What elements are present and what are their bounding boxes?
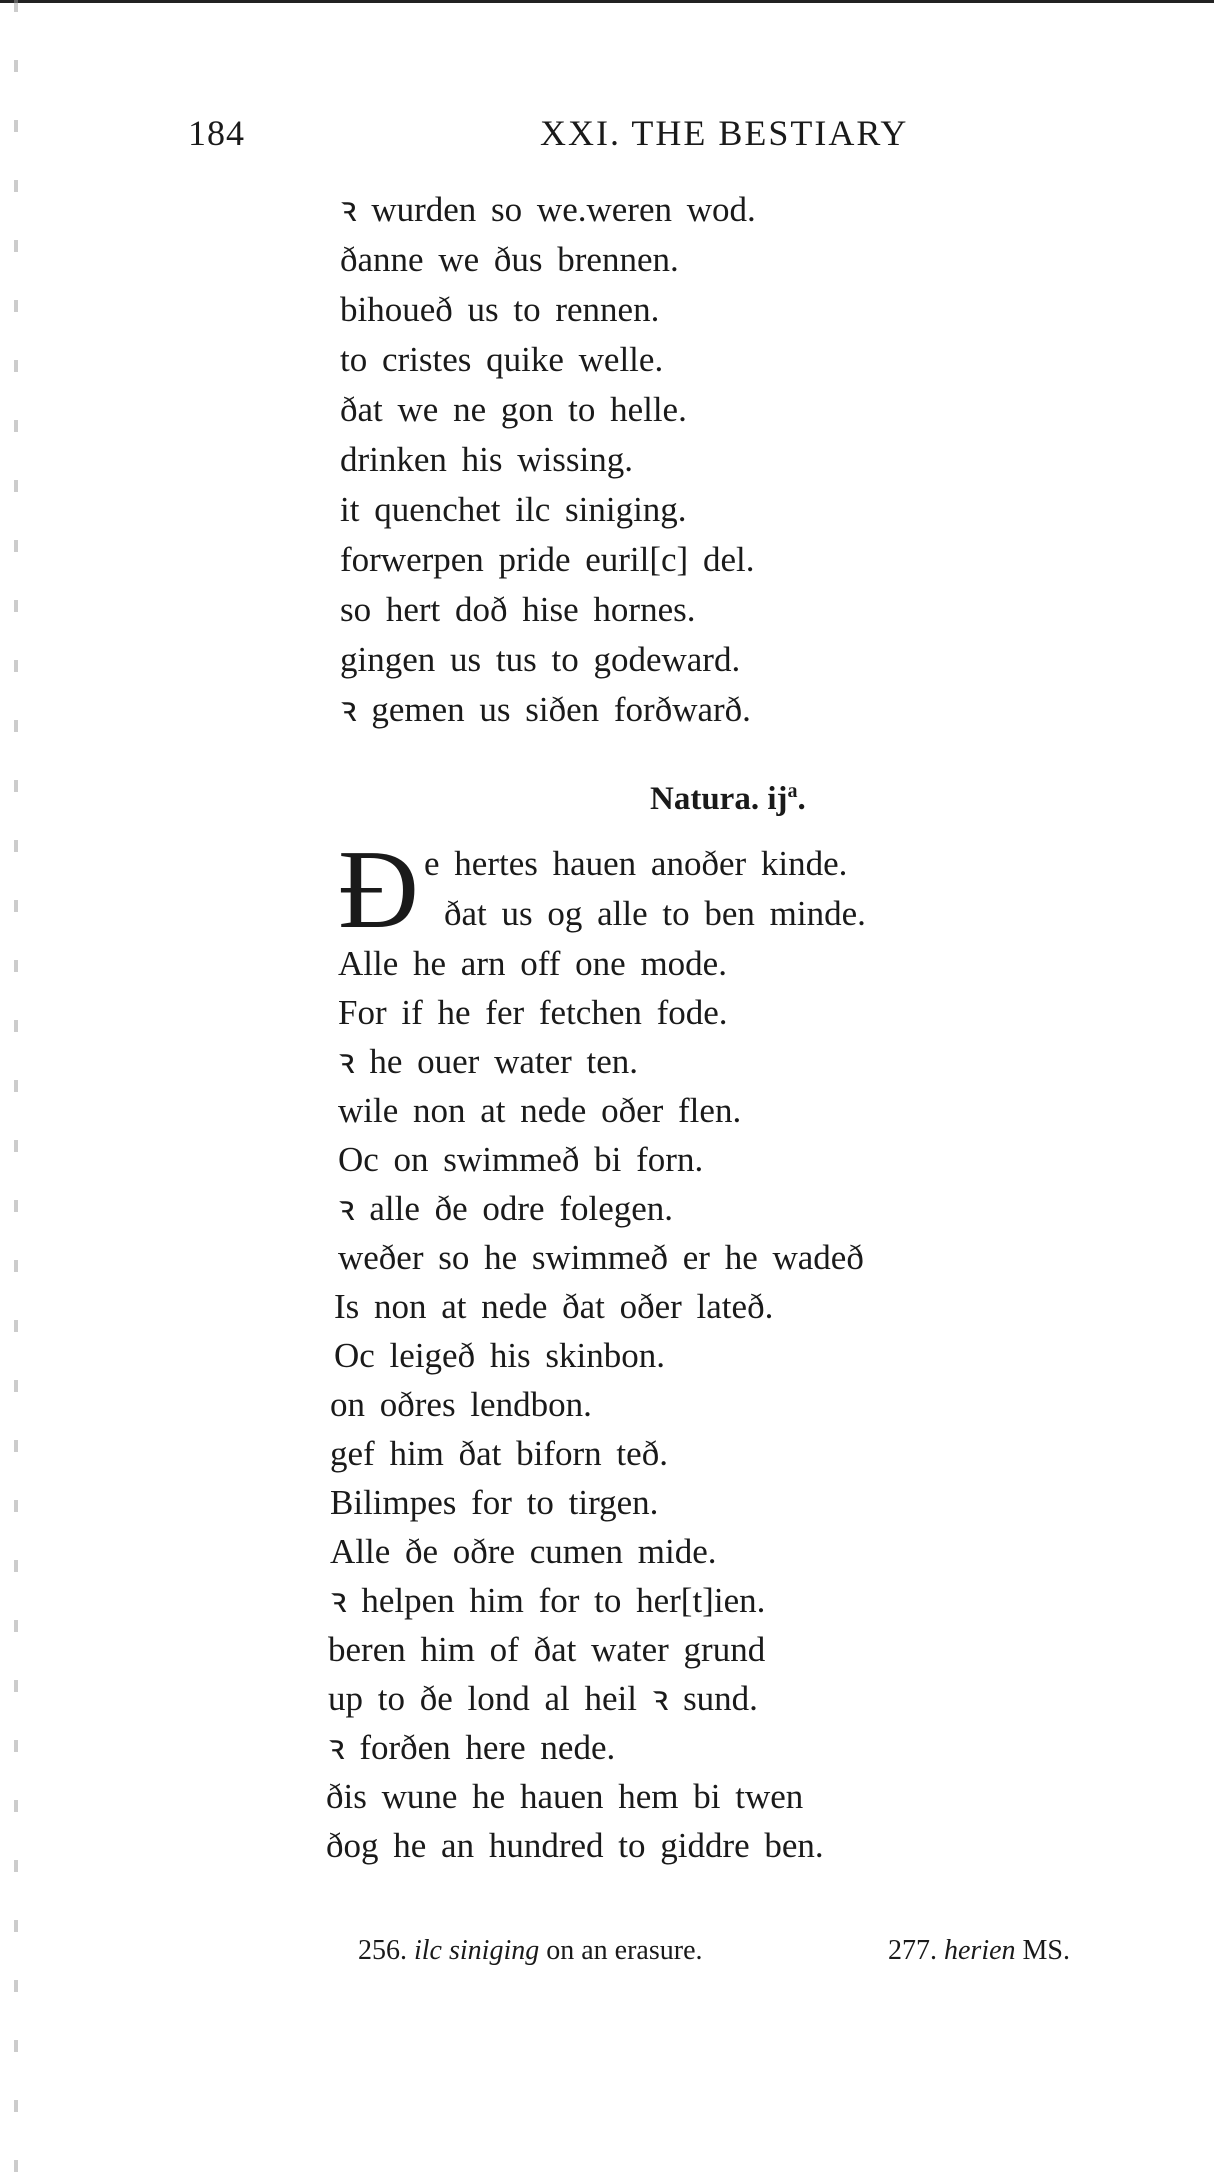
footnote-number: 256. — [358, 1935, 407, 1966]
verse-line: up to ðe lond al heil ꝛ sund. — [328, 1679, 758, 1718]
section-title-text: Natura. ij — [650, 781, 788, 817]
verse-line: ꝛ forðen here nede. — [328, 1728, 616, 1767]
verse-line: so hert doð hise hornes. — [340, 590, 696, 629]
verse-line: ðanne we ðus brennen. — [340, 240, 679, 279]
footnote-number: 277. — [888, 1935, 937, 1966]
footnote-lemma: herien — [944, 1935, 1016, 1966]
verse-line: ꝛ gemen us siðen forðwarð. — [340, 690, 751, 729]
verse-line: ðat us og alle to ben minde. — [444, 894, 866, 933]
section-title-suffix: . — [797, 781, 806, 817]
verse-line: ꝛ wurden so we.weren wod. — [340, 190, 756, 229]
page-number: 184 — [188, 113, 245, 153]
verse-line: on oðres lendbon. — [330, 1385, 592, 1424]
running-head: XXI. THE BESTIARY — [540, 113, 909, 153]
footnote-text: on an erasure. — [546, 1935, 703, 1966]
section-title-sup: a — [787, 780, 798, 802]
verse-line: ðis wune he hauen hem bi twen — [326, 1777, 804, 1816]
footnote-lemma: ilc siniging — [414, 1935, 540, 1966]
verse-line: ðat we ne gon to helle. — [340, 390, 687, 429]
scan-edge-marks — [14, 0, 18, 2184]
page-header — [0, 112, 1214, 162]
verse-line: drinken his wissing. — [340, 440, 633, 479]
footnote-277 — [888, 1935, 1070, 1967]
verse-line: Oc on swimmeð bi forn. — [338, 1140, 704, 1179]
verse-line: wile non at nede oðer flen. — [338, 1091, 742, 1130]
footnote-text: MS. — [1022, 1935, 1070, 1966]
verse-line: gingen us tus to godeward. — [340, 640, 741, 679]
verse-line: Oc leigeð his skinbon. — [334, 1336, 666, 1375]
verse-line: e hertes hauen anoðer kinde. — [424, 844, 848, 883]
verse-line: beren him of ðat water grund — [328, 1630, 766, 1669]
verse-line: Alle ðe oðre cumen mide. — [330, 1532, 717, 1571]
footnote-256 — [358, 1935, 703, 1967]
verse-line: Is non at nede ðat oðer lateð. — [334, 1287, 774, 1326]
verse-line: For if he fer fetchen fode. — [338, 993, 728, 1032]
verse-line: ꝛ helpen him for to her[t]ien. — [330, 1581, 766, 1620]
verse-line: bihoueð us to rennen. — [340, 290, 660, 329]
verse-line: weðer so he swimmeð er he wadeð — [338, 1238, 864, 1277]
drop-cap: Ð — [338, 828, 419, 952]
top-rule — [0, 0, 1214, 3]
verse-line: forwerpen pride euril[c] del. — [340, 540, 755, 579]
verse-line: gef him ðat biforn teð. — [330, 1434, 668, 1473]
section-title — [650, 780, 806, 818]
verse-line: it quenchet ilc siniging. — [340, 490, 687, 529]
verse-line: Bilimpes for to tirgen. — [330, 1483, 659, 1522]
verse-line: to cristes quike welle. — [340, 340, 664, 379]
verse-line: ꝛ he ouer water ten. — [338, 1042, 639, 1081]
verse-line: Alle he arn off one mode. — [338, 944, 727, 983]
verse-line: ꝛ alle ðe odre folegen. — [338, 1189, 674, 1228]
verse-line: ðog he an hundred to giddre ben. — [326, 1826, 824, 1865]
